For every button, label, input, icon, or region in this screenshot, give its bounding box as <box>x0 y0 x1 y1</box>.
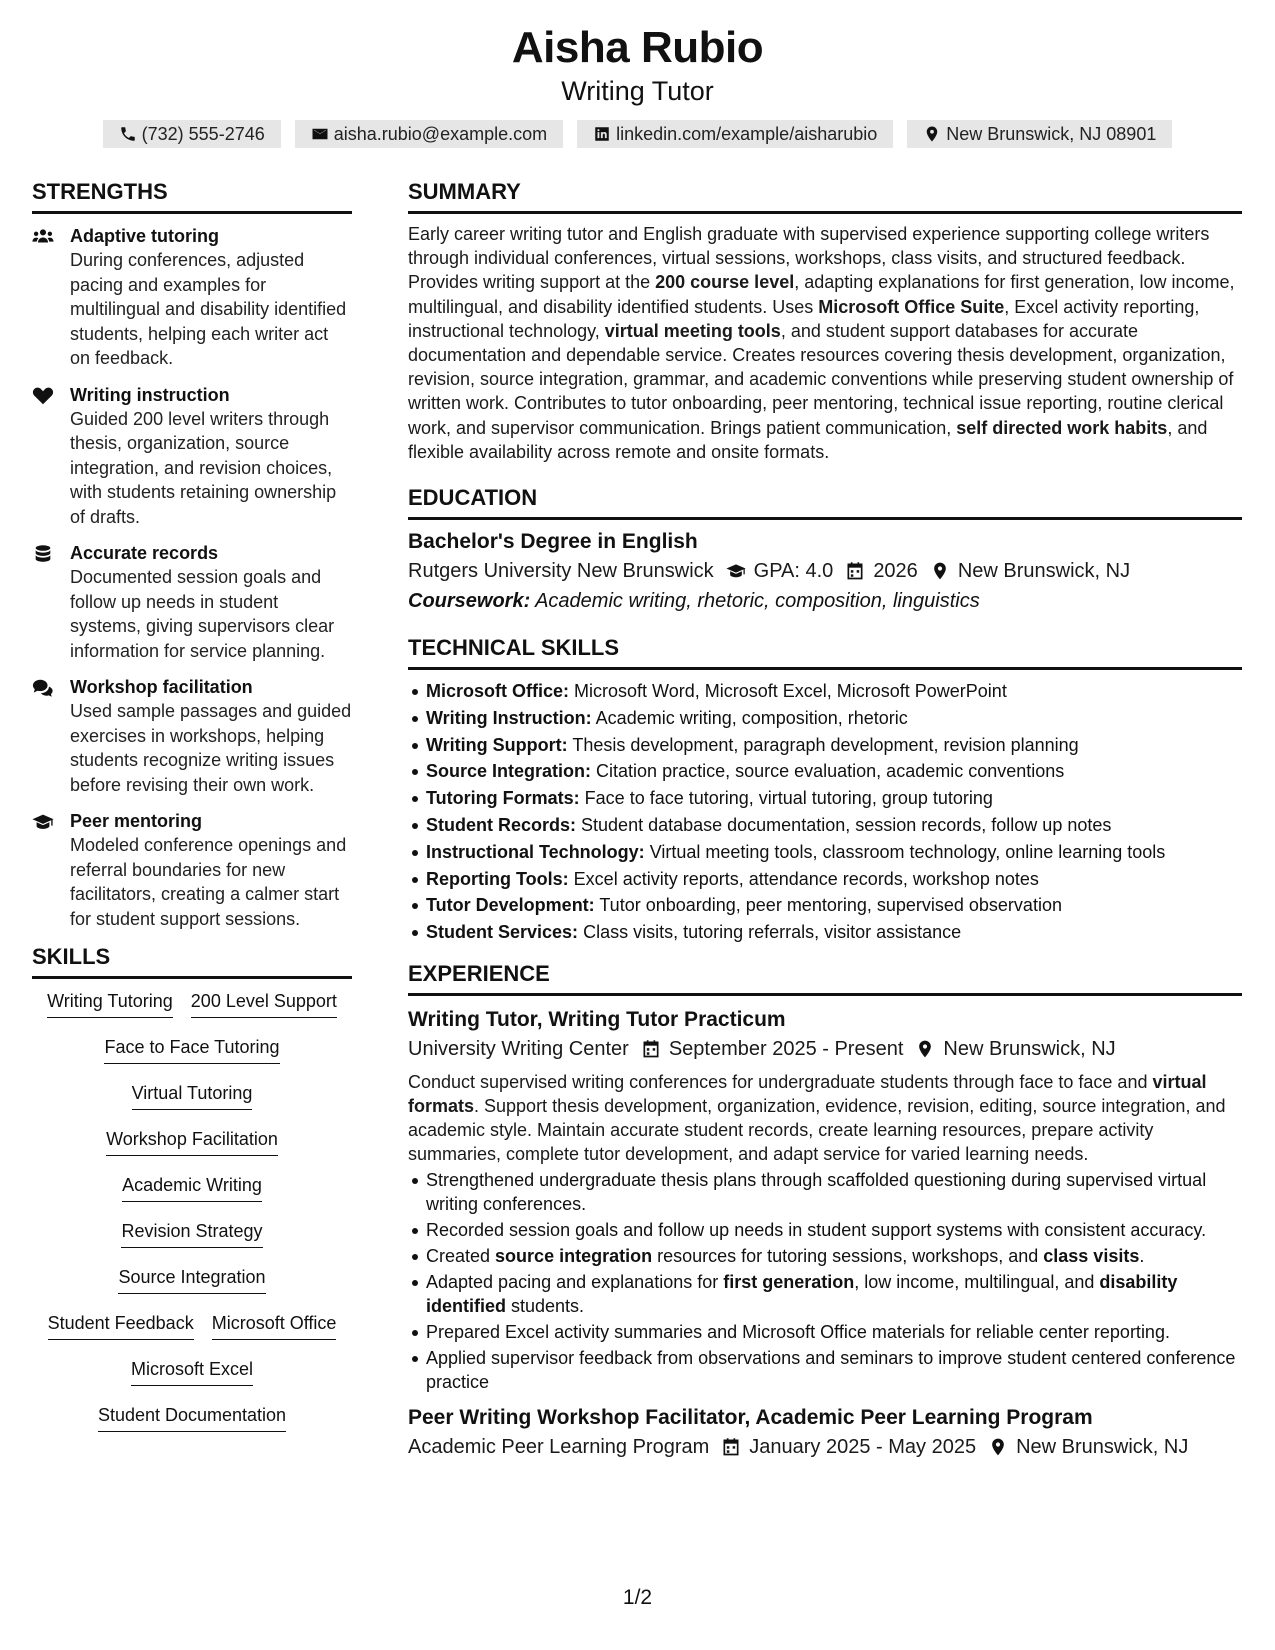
strength-item <box>32 809 352 931</box>
strength-item <box>32 675 352 797</box>
education-meta <box>408 556 1242 586</box>
skill-label: Student Records: <box>426 815 577 836</box>
list-item <box>408 892 1242 919</box>
skill-value: Excel activity reports, attendance records, workshop notes <box>573 868 1039 889</box>
left-column <box>32 178 352 1449</box>
skill-label: Writing Support: <box>426 734 568 755</box>
job-description <box>408 1070 1242 1166</box>
email-text: aisha.rubio@example.com <box>333 123 548 144</box>
skill-tag: Face to Face Tutoring <box>104 1035 279 1064</box>
bold-text: first generation <box>723 1272 855 1292</box>
list-item <box>408 678 1242 705</box>
job-title: Writing Tutor, Writing Tutor Practicum <box>408 1008 786 1031</box>
list-item <box>408 812 1242 839</box>
skill-label: Microsoft Office: <box>426 681 570 702</box>
school-location: New Brunswick, NJ <box>957 560 1131 583</box>
skill-tags <box>32 989 352 1449</box>
technical-skills-heading: TECHNICAL SKILLS <box>408 634 1242 670</box>
skill-tag: 200 Level Support <box>191 989 337 1018</box>
location-icon <box>930 561 950 581</box>
comments-icon <box>32 678 54 698</box>
skill-value: Face to face tutoring, virtual tutoring, group tutoring <box>584 788 993 809</box>
strength-desc: During conferences, adjusted pacing and examples for multilingual and disability identified students, helping each writer act on feedback. <box>70 250 347 368</box>
text-run: , Excel activity reporting, instructional technology, <box>408 296 1200 341</box>
contact-email[interactable] <box>295 120 563 148</box>
strength-desc: Modeled conference openings and referral boundaries for new facilitators, creating a calmer start for student support sessions. <box>70 835 347 929</box>
job-bullets <box>408 1168 1242 1394</box>
strength-title: Writing instruction <box>70 384 230 405</box>
strength-title: Workshop facilitation <box>70 677 253 697</box>
list-item <box>408 785 1242 812</box>
location-text: New Brunswick, NJ 08901 <box>946 123 1157 144</box>
list-item <box>408 919 1242 946</box>
envelope-icon <box>311 125 329 143</box>
calendar-icon <box>845 561 865 581</box>
job-title: Peer Writing Workshop Facilitator, Academic Peer Learning Program <box>408 1406 1093 1429</box>
skill-value: Student database documentation, session records, follow up notes <box>581 815 1112 836</box>
list-item <box>408 705 1242 732</box>
list-item <box>408 1244 1242 1268</box>
text-run: , low income, multilingual, and <box>854 1272 1100 1292</box>
database-icon <box>32 544 54 564</box>
job-meta <box>408 1034 1242 1064</box>
coursework-list: Academic writing, rhetoric, composition, linguistics <box>535 590 980 613</box>
calendar-icon <box>721 1437 741 1457</box>
contact-phone <box>103 120 281 148</box>
skill-tag: Microsoft Excel <box>131 1357 253 1386</box>
list-item <box>408 1346 1242 1394</box>
text-run: , and flexible availability across remote and onsite formats. <box>408 417 1208 462</box>
skill-value: Citation practice, source evaluation, academic conventions <box>596 761 1065 782</box>
graduation-cap-icon <box>726 561 746 581</box>
gpa: GPA: 4.0 <box>753 560 834 583</box>
graduation-cap-icon <box>32 812 54 832</box>
education-heading: EDUCATION <box>408 484 1242 520</box>
location-icon <box>988 1437 1008 1457</box>
list-item <box>408 1320 1242 1344</box>
strengths-heading: STRENGTHS <box>32 178 352 214</box>
skill-value: Academic writing, composition, rhetoric <box>595 707 908 728</box>
summary-text <box>408 222 1242 464</box>
job-org: Academic Peer Learning Program <box>408 1436 710 1458</box>
skill-label: Student Services: <box>426 922 579 943</box>
text-run: resources for tutoring sessions, workshops, and <box>652 1246 1044 1266</box>
location-icon <box>923 125 941 143</box>
bold-text: virtual formats <box>408 1072 1207 1116</box>
skill-label: Tutoring Formats: <box>426 788 580 809</box>
contact-bar <box>0 120 1275 148</box>
strength-title: Adaptive tutoring <box>70 226 219 246</box>
skill-value: Virtual meeting tools, classroom technology, online learning tools <box>649 841 1166 862</box>
skill-value: Class visits, tutoring referrals, visitor assistance <box>583 922 962 943</box>
skill-tag: Revision Strategy <box>121 1219 262 1248</box>
skill-label: Reporting Tools: <box>426 868 569 889</box>
skill-value: Microsoft Word, Microsoft Excel, Microsoft PowerPoint <box>574 681 1007 702</box>
text-run: Recorded session goals and follow up needs in student support systems with consistent accuracy. <box>426 1220 1207 1240</box>
contact-linkedin[interactable] <box>577 120 893 148</box>
skill-tag: Source Integration <box>118 1265 265 1294</box>
strengths-list <box>32 224 352 931</box>
heart-icon <box>32 386 54 406</box>
skills-section <box>32 943 352 1449</box>
list-item <box>408 732 1242 759</box>
skill-tag: Student Feedback <box>48 1311 194 1340</box>
text-run: Early career writing tutor and English graduate with supervised experience supporting college writers through individual conferences, virtual sessions, workshops, class visits, and structured feedback. Provides writing support at the <box>408 224 1210 293</box>
text-run: Prepared Excel activity summaries and Microsoft Office materials for reliable center reporting. <box>426 1322 1170 1342</box>
strength-title: Accurate records <box>70 543 219 563</box>
text-run: students. <box>506 1296 585 1316</box>
job-dates: January 2025 - May 2025 <box>749 1436 977 1458</box>
skill-value: Tutor onboarding, peer mentoring, supervised observation <box>599 895 1062 916</box>
users-icon <box>32 227 54 247</box>
list-item <box>408 758 1242 785</box>
candidate-role: Writing Tutor <box>561 76 714 106</box>
text-run: Applied supervisor feedback from observations and seminars to improve student centered conference practice <box>426 1348 1236 1392</box>
skill-tag: Workshop Facilitation <box>106 1127 278 1156</box>
job-entry <box>408 1404 1242 1462</box>
strength-title: Peer mentoring <box>70 811 203 831</box>
list-item <box>408 839 1242 866</box>
technical-skills-section <box>408 634 1242 946</box>
phone-icon <box>119 125 137 143</box>
technical-skills-list <box>408 678 1242 946</box>
text-run: Created <box>426 1246 496 1266</box>
education-section <box>408 484 1242 616</box>
skills-heading: SKILLS <box>32 943 352 979</box>
skill-label: Writing Instruction: <box>426 707 592 728</box>
text-run: . Support thesis development, organization, evidence, revision, editing, source integration, and academic style. Maintain accurate student records, create learning resources, prepare activity summaries, complete tutor development, and adapt service for varied learning needs. <box>408 1096 1226 1164</box>
skill-label: Instructional Technology: <box>426 841 645 862</box>
list-item <box>408 1218 1242 1242</box>
location-icon <box>915 1039 935 1059</box>
skill-tag: Microsoft Office <box>212 1311 337 1340</box>
bold-text: 200 course level <box>655 272 795 293</box>
bold-text: class visits <box>1043 1246 1140 1266</box>
school-name: Rutgers University New Brunswick <box>408 560 714 583</box>
linkedin-icon <box>593 125 611 143</box>
text-run: Conduct supervised writing conferences for undergraduate students through face to face and <box>408 1072 1153 1092</box>
text-run: , and student support databases for accurate documentation and dependable service. Creates resources covering thesis development, organization, revision, source integration, grammar, and academic conventions while preserving student ownership of written work. Contributes to tutor onboarding, peer mentoring, technical issue reporting, routine clerical work, and supervisor communication. Brings patient communication, <box>408 320 1234 438</box>
bold-text: virtual meeting tools <box>604 320 781 341</box>
strength-item <box>32 224 352 371</box>
skill-tag: Writing Tutoring <box>47 989 173 1018</box>
degree-title: Bachelor's Degree in English <box>408 530 698 554</box>
text-run: Strengthened undergraduate thesis plans through scaffolded questioning during supervised virtual writing conferences. <box>426 1170 1207 1214</box>
grad-year: 2026 <box>873 560 918 583</box>
strength-item <box>32 383 352 530</box>
text-run: Adapted pacing and explanations for <box>426 1272 724 1292</box>
summary-heading: SUMMARY <box>408 178 1242 214</box>
strength-item <box>32 541 352 663</box>
phone-text: (732) 555-2746 <box>141 123 265 144</box>
coursework <box>408 586 1242 616</box>
strength-desc: Guided 200 level writers through thesis, organization, source integration, and revision choices, with students retaining ownership of drafts. <box>70 408 337 527</box>
skill-label: Tutor Development: <box>426 895 595 916</box>
resume-header <box>0 22 1275 148</box>
page-number: 1/2 <box>622 1586 653 1609</box>
job-location: New Brunswick, NJ <box>1016 1436 1189 1458</box>
bold-text: source integration <box>495 1246 653 1266</box>
text-run: , adapting explanations for first generation, low income, multilingual, and disability identified students. Uses <box>408 272 1235 317</box>
skill-value: Thesis development, paragraph development, revision planning <box>572 734 1079 755</box>
skill-tag: Academic Writing <box>122 1173 262 1202</box>
bold-text: self directed work habits <box>956 417 1168 438</box>
calendar-icon <box>641 1039 661 1059</box>
skill-tag: Virtual Tutoring <box>132 1081 253 1110</box>
job-location: New Brunswick, NJ <box>943 1038 1116 1060</box>
list-item <box>408 866 1242 893</box>
list-item <box>408 1270 1242 1318</box>
experience-section <box>408 960 1242 1462</box>
job-dates: September 2025 - Present <box>668 1038 904 1060</box>
strength-desc: Used sample passages and guided exercises in workshops, helping students recognize writing issues before revising their own work. <box>70 701 352 795</box>
coursework-label: Coursework: <box>408 590 531 613</box>
text-run: . <box>1139 1246 1145 1266</box>
strength-desc: Documented session goals and follow up needs in student systems, giving supervisors clear information for service planning. <box>70 567 335 661</box>
list-item <box>408 1168 1242 1216</box>
job-meta <box>408 1432 1242 1462</box>
experience-heading: EXPERIENCE <box>408 960 1242 996</box>
job-entry <box>408 1006 1242 1394</box>
bold-text: disability identified <box>426 1272 1178 1316</box>
candidate-name: Aisha Rubio <box>511 23 764 72</box>
bold-text: Microsoft Office Suite <box>818 296 1005 317</box>
job-org: University Writing Center <box>408 1038 629 1060</box>
skill-label: Source Integration: <box>426 761 592 782</box>
skill-tag: Student Documentation <box>98 1403 286 1432</box>
linkedin-text: linkedin.com/example/aisharubio <box>616 123 878 144</box>
right-column <box>408 178 1242 1462</box>
contact-location <box>907 120 1172 148</box>
